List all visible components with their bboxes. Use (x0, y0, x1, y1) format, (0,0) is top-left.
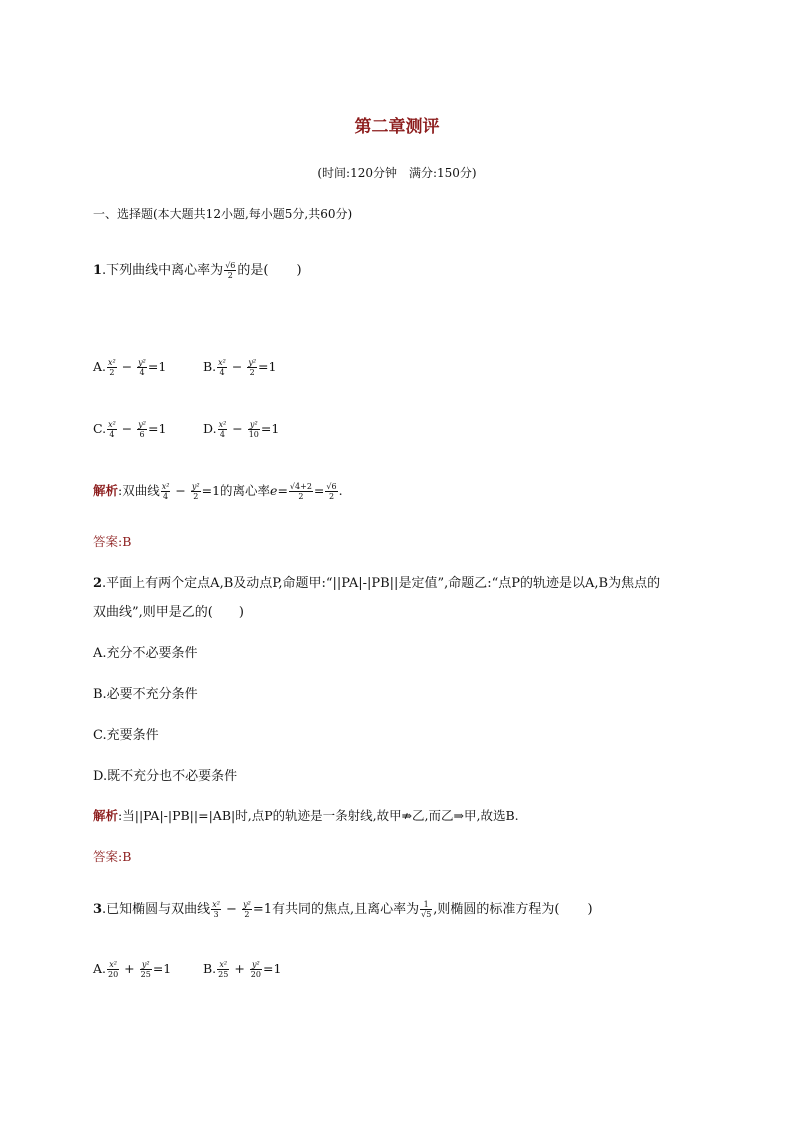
option-d: D. $\frac{\text{x²}}{4}$ − $\frac{\text{y²}}{10}$ =1 (203, 420, 280, 439)
option-b: B.必要不充分条件 (93, 687, 198, 702)
option-a: A. $\frac{\text{x²}}{20}$ + $\frac{\text{y²}}{25}$ =1 (93, 960, 172, 979)
answer-1: 答案:B (93, 534, 132, 549)
question-number: 1 (93, 263, 103, 278)
fraction: $\frac{√6}{2}$ (225, 261, 236, 280)
section-heading: 一、选择题(本大题共12小题,每小题5分,共60分) (93, 207, 353, 221)
option-d: D.既不充分也不必要条件 (93, 769, 238, 784)
question-1: 1.下列曲线中离心率为 $\frac{√6}{2}$ 的是( ) (93, 261, 302, 280)
exam-info: (时间:120分钟 满分:150分) (317, 166, 477, 180)
option-a: A.充分不必要条件 (93, 646, 198, 661)
question-2: 2.平面上有两个定点A,B及动点P,命题甲:“||PA|-|PB||是定值”,命题乙:“点P的轨迹是以A,B为焦点的 (93, 576, 661, 591)
page-title: 第二章测评 (354, 117, 440, 137)
option-c: C. $\frac{\text{x²}}{4}$ − $\frac{\text{y²}}{6}$ =1 (93, 420, 167, 439)
question-number: 2 (93, 576, 103, 591)
question-number: 3 (93, 902, 103, 917)
option-b: B. $\frac{\text{x²}}{4}$ − $\frac{\text{y²}}{2}$ =1 (203, 358, 277, 377)
option-b: B. $\frac{\text{x²}}{25}$ + $\frac{\text{y²}}{20}$ =1 (203, 960, 282, 979)
question-3: 3.已知椭圆与双曲线 $\frac{\text{x²}}{3}$ − $\frac{\text{y²}}{2}$ =1有共同的焦点,且离心率为 $\frac{1}{√5}$ ,则椭圆的标准方程为( ) (93, 900, 593, 919)
option-a: A. $\frac{\text{x²}}{2}$ − $\frac{\text{y²}}{4}$ =1 (93, 358, 167, 377)
answer-2: 答案:B (93, 849, 132, 864)
analysis-2: 解析:当||PA|-|PB||=|AB|时,点P的轨迹是一条射线,故甲⇏乙,而乙⇒甲,故选B. (93, 808, 519, 823)
analysis-1: 解析:双曲线 $\frac{\text{x²}}{4}$ − $\frac{\text{y²}}{2}$ =1的离心率e= $\frac{√4+2}{2}$ = $\frac{√6}{2}$ . (93, 482, 343, 501)
question-2-line-2: 双曲线”,则甲是乙的( ) (93, 605, 244, 620)
option-c: C.充要条件 (93, 728, 159, 743)
